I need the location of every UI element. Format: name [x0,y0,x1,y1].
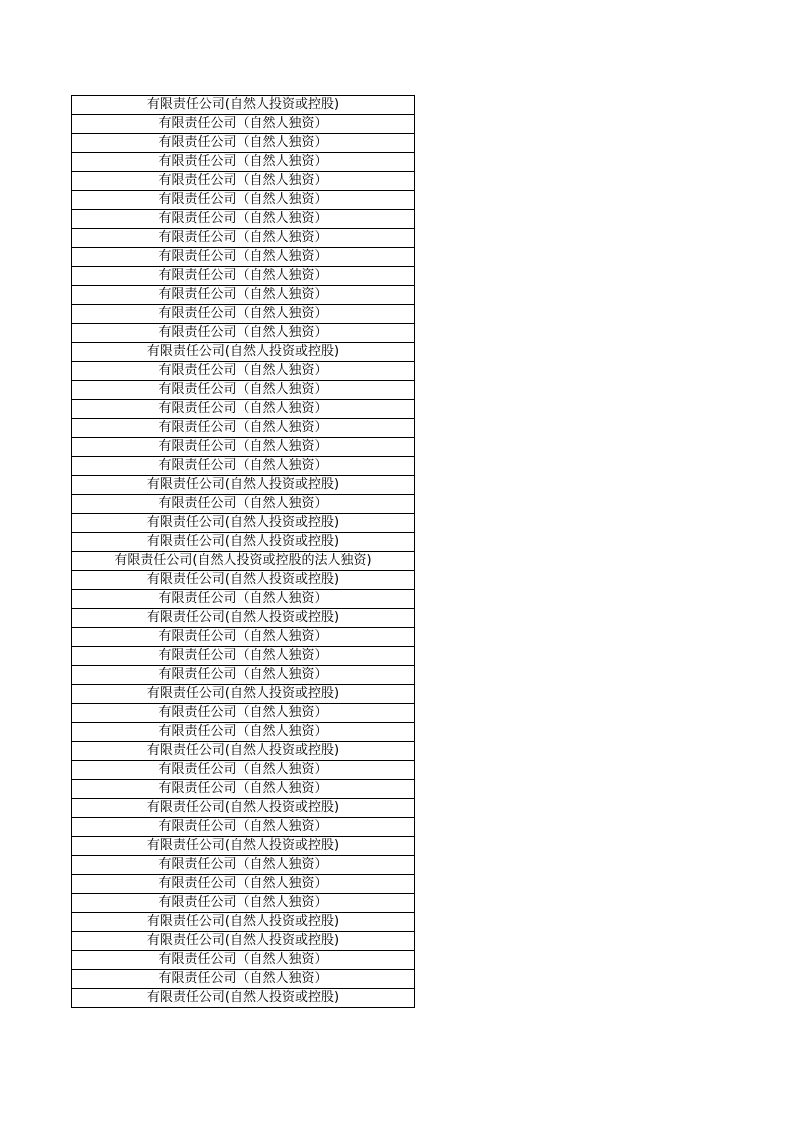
company-type-cell[interactable]: 有限责任公司（自然人独资） [72,229,415,248]
table-row [72,362,415,381]
company-type-cell[interactable]: 有限责任公司（自然人独资） [72,115,415,134]
table-row [72,115,415,134]
company-type-cell[interactable]: 有限责任公司（自然人独资） [72,875,415,894]
table-row [72,685,415,704]
table-row [72,381,415,400]
company-type-cell[interactable]: 有限责任公司（自然人独资） [72,210,415,229]
company-type-cell[interactable]: 有限责任公司（自然人独资） [72,856,415,875]
company-type-cell[interactable]: 有限责任公司（自然人独资） [72,324,415,343]
company-type-cell[interactable]: 有限责任公司(自然人投资或控股) [72,685,415,704]
company-type-cell[interactable]: 有限责任公司（自然人独资） [72,248,415,267]
table-body [72,96,415,1008]
table-row [72,761,415,780]
table-row [72,704,415,723]
company-type-cell[interactable]: 有限责任公司（自然人独资） [72,723,415,742]
table-row [72,628,415,647]
table-row [72,552,415,571]
company-type-cell[interactable]: 有限责任公司（自然人独资） [72,495,415,514]
table-row [72,96,415,115]
table-row [72,419,415,438]
company-type-cell[interactable]: 有限责任公司(自然人投资或控股) [72,609,415,628]
company-type-table [71,95,415,1008]
company-type-cell[interactable]: 有限责任公司（自然人独资） [72,286,415,305]
company-type-cell[interactable]: 有限责任公司(自然人投资或控股) [72,989,415,1008]
table-row [72,894,415,913]
company-type-cell[interactable]: 有限责任公司（自然人独资） [72,894,415,913]
company-type-cell[interactable]: 有限责任公司(自然人投资或控股) [72,96,415,115]
company-type-cell[interactable]: 有限责任公司（自然人独资） [72,970,415,989]
table-row [72,324,415,343]
company-type-cell[interactable]: 有限责任公司（自然人独资） [72,761,415,780]
company-type-cell[interactable]: 有限责任公司（自然人独资） [72,628,415,647]
table-row [72,400,415,419]
company-type-cell[interactable]: 有限责任公司(自然人投资或控股) [72,799,415,818]
table-row [72,229,415,248]
table-row [72,134,415,153]
table-row [72,172,415,191]
company-type-cell[interactable]: 有限责任公司(自然人投资或控股) [72,932,415,951]
table-row [72,780,415,799]
table-row [72,799,415,818]
table-row [72,647,415,666]
table-row [72,856,415,875]
company-type-cell[interactable]: 有限责任公司(自然人投资或控股) [72,571,415,590]
table-row [72,970,415,989]
company-type-cell[interactable]: 有限责任公司(自然人投资或控股) [72,533,415,552]
company-type-cell[interactable]: 有限责任公司(自然人投资或控股) [72,476,415,495]
table-row [72,495,415,514]
company-type-cell[interactable]: 有限责任公司（自然人独资） [72,647,415,666]
table-row [72,267,415,286]
table-row [72,590,415,609]
company-type-cell[interactable]: 有限责任公司（自然人独资） [72,590,415,609]
company-type-cell[interactable]: 有限责任公司（自然人独资） [72,362,415,381]
table-row [72,989,415,1008]
table-row [72,932,415,951]
table-row [72,533,415,552]
company-type-cell[interactable]: 有限责任公司(自然人投资或控股) [72,837,415,856]
table-row [72,951,415,970]
company-type-cell[interactable]: 有限责任公司(自然人投资或控股) [72,742,415,761]
table-row [72,248,415,267]
table-row [72,343,415,362]
table-row [72,476,415,495]
company-type-cell[interactable]: 有限责任公司（自然人独资） [72,666,415,685]
table-row [72,666,415,685]
table-row [72,609,415,628]
company-type-cell[interactable]: 有限责任公司(自然人投资或控股) [72,514,415,533]
company-type-cell[interactable]: 有限责任公司（自然人独资） [72,438,415,457]
table-row [72,305,415,324]
table-row [72,723,415,742]
table-row [72,286,415,305]
company-type-cell[interactable]: 有限责任公司（自然人独资） [72,419,415,438]
company-type-cell[interactable]: 有限责任公司(自然人投资或控股) [72,913,415,932]
table-row [72,457,415,476]
company-type-cell[interactable]: 有限责任公司（自然人独资） [72,457,415,476]
company-type-cell[interactable]: 有限责任公司（自然人独资） [72,267,415,286]
company-type-cell[interactable]: 有限责任公司（自然人独资） [72,704,415,723]
table-row [72,818,415,837]
table-row [72,571,415,590]
company-type-cell[interactable]: 有限责任公司(自然人投资或控股的法人独资) [72,552,415,571]
table-row [72,191,415,210]
table-row [72,875,415,894]
company-type-cell[interactable]: 有限责任公司（自然人独资） [72,191,415,210]
company-type-cell[interactable]: 有限责任公司（自然人独资） [72,818,415,837]
company-type-cell[interactable]: 有限责任公司（自然人独资） [72,134,415,153]
table-row [72,742,415,761]
table-row [72,913,415,932]
company-type-cell[interactable]: 有限责任公司（自然人独资） [72,381,415,400]
table-row [72,210,415,229]
table-row [72,438,415,457]
table-row [72,837,415,856]
company-type-cell[interactable]: 有限责任公司（自然人独资） [72,400,415,419]
company-type-cell[interactable]: 有限责任公司（自然人独资） [72,153,415,172]
company-type-cell[interactable]: 有限责任公司（自然人独资） [72,951,415,970]
table-row [72,153,415,172]
table-row [72,514,415,533]
company-type-cell[interactable]: 有限责任公司（自然人独资） [72,172,415,191]
company-type-cell[interactable]: 有限责任公司(自然人投资或控股) [72,343,415,362]
company-type-cell[interactable]: 有限责任公司（自然人独资） [72,305,415,324]
company-type-cell[interactable]: 有限责任公司（自然人独资） [72,780,415,799]
